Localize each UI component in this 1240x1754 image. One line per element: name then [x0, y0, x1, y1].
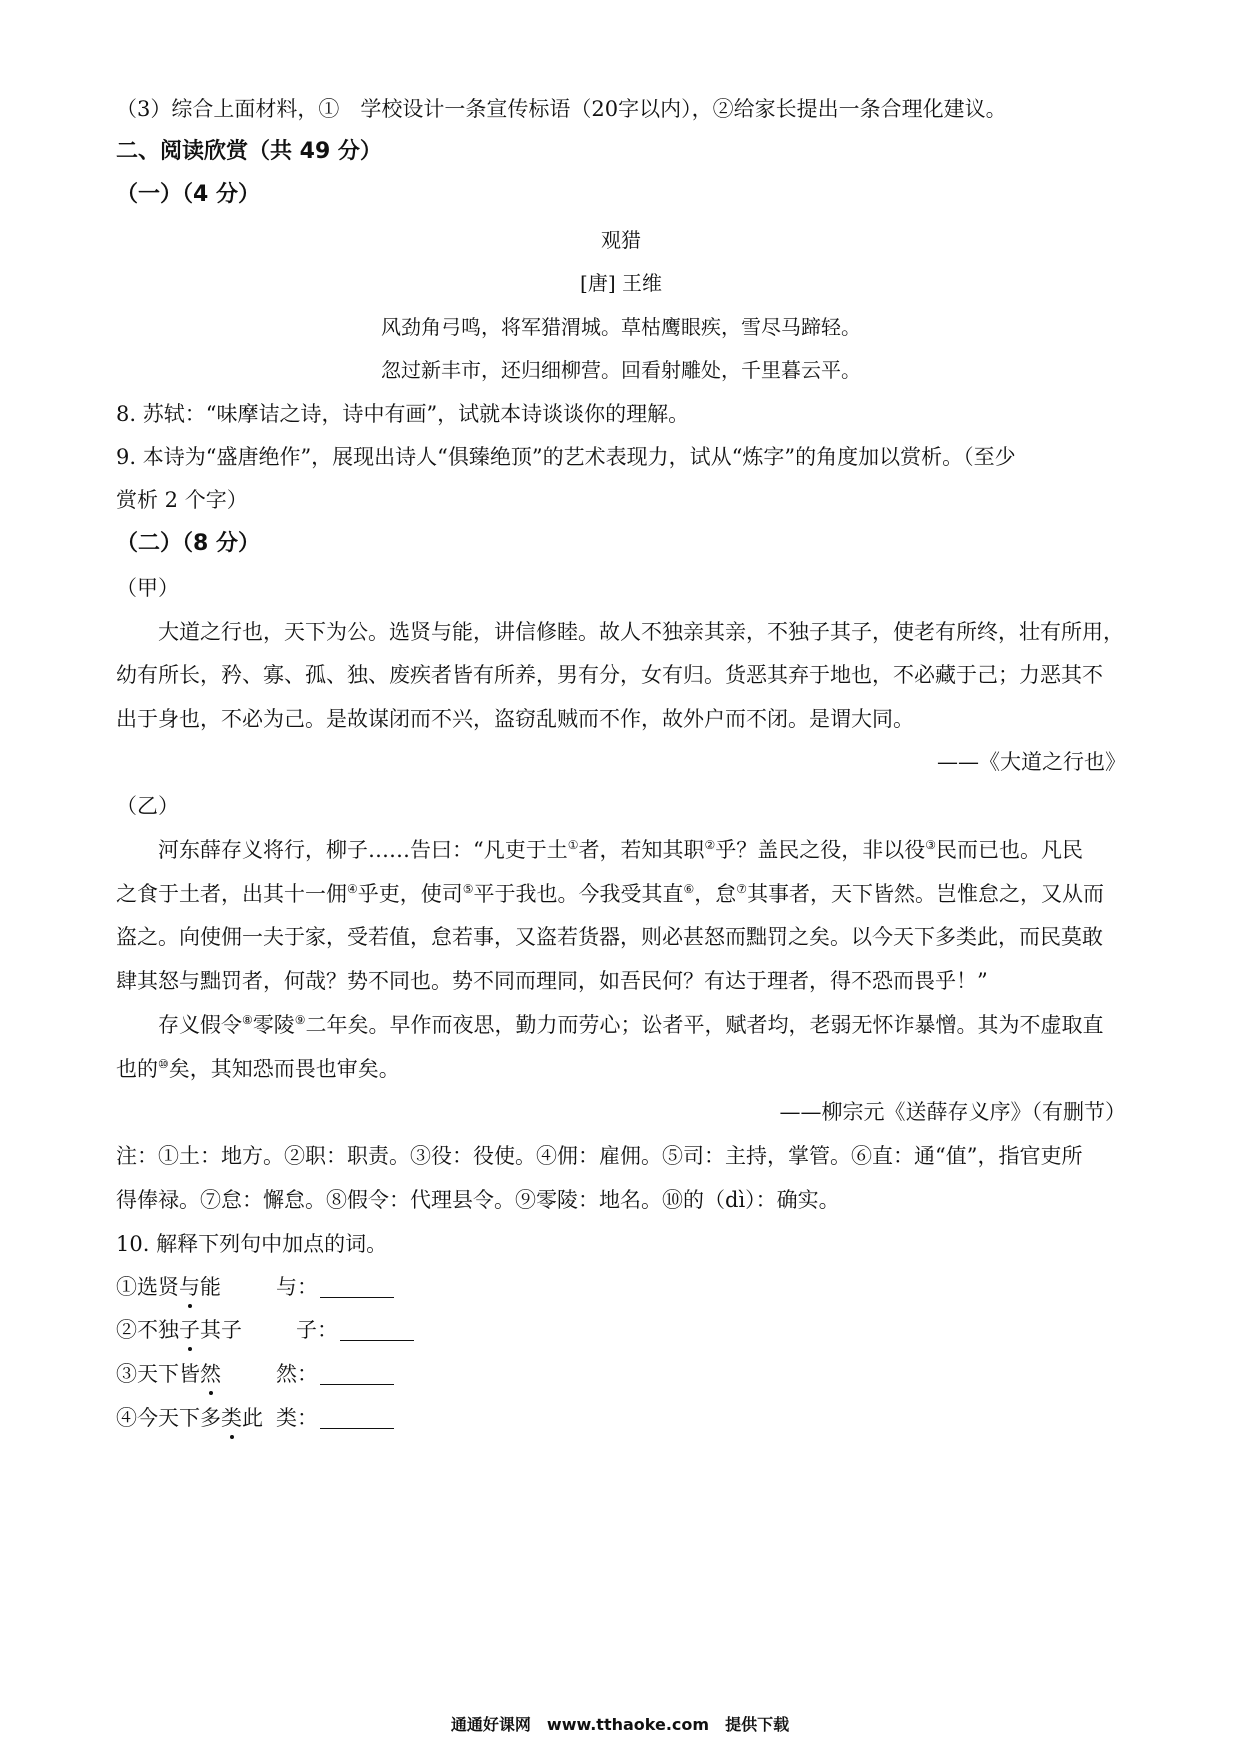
answer-blank-2[interactable] [340, 1318, 414, 1341]
answer-blank-1[interactable] [320, 1275, 394, 1298]
passage-jia-line-1: 大道之行也，天下为公。选贤与能，讲信修睦。故人不独亲其亲，不独子其子，使老有所终，壮有所用， [158, 620, 1124, 644]
answer-blank-4[interactable] [320, 1406, 394, 1429]
passage-yi-line-3: 盗之。向使佣一夫于家，受若值，怠若事，又盗若货器，则必甚怒而黜罚之矣。以今天下多类此，而民莫敢 [116, 925, 1103, 949]
footnotes-line-2: 得俸禄。⑦怠：懈怠。⑧假令：代理县令。⑨零陵：地名。⑩的（dì）：确实。 [116, 1188, 840, 1212]
passage-yi-line-4: 肆其怒与黜罚者，何哉？势不同也。势不同而理同，如吾民何？有达于理者，得不恐而畏乎！” [116, 969, 988, 993]
passage-jia-source: ——《大道之行也》 [937, 750, 1126, 774]
q10-item-3: ③天下皆然 然： [116, 1360, 1126, 1388]
question-9-line-2: 赏析 2 个字） [116, 488, 248, 512]
poem-title: 观猎 [601, 228, 641, 252]
passage-yi-line-1: 河东薛存义将行，柳子……告曰：“凡吏于土①者，若知其职②乎？盖民之役，非以役③民而已也。凡民 [158, 838, 1084, 862]
section-heading-reading: 二、阅读欣赏（共 49 分） [116, 139, 382, 164]
part-heading-2: （二）（8 分） [116, 531, 260, 556]
question-8: 8. 苏轼：“味摩诘之诗，诗中有画”，试就本诗谈谈你的理解。 [116, 402, 690, 426]
passage-yi-source: ——柳宗元《送薛存义序》（有删节） [779, 1100, 1126, 1124]
question-10: 10. 解释下列句中加点的词。 [116, 1232, 388, 1256]
answer-blank-3[interactable] [320, 1362, 394, 1385]
passage-yi-label: （乙） [116, 794, 179, 818]
question-9-line-1: 9. 本诗为“盛唐绝作”，展现出诗人“俱臻绝顶”的艺术表现力，试从“炼字”的角度加以赏析。（至少 [116, 445, 1016, 469]
passage-jia-label: （甲） [116, 576, 179, 600]
q10-item-4: ④今天下多类此 类： [116, 1404, 1126, 1432]
passage-yi-line-2: 之食于土者，出其十一佣④乎吏，使司⑤平于我也。今我受其直⑥，怠⑦其事者，天下皆然。岂惟怠之，又从而 [116, 882, 1105, 906]
passage-yi-line-5: 存义假令⑧零陵⑨二年矣。早作而夜思，勤力而劳心；讼者平，赋者均，老弱无怀诈暴憎。其为不虚取直 [158, 1013, 1104, 1037]
q10-item-1: ①选贤与能 与： [116, 1273, 1126, 1301]
q10-item-2: ②不独子其子 子： [116, 1316, 1126, 1344]
page-footer: 通通好课网 www.tthaoke.com 提供下载 [450, 1715, 790, 1734]
poem-line-2: 忽过新丰市，还归细柳营。回看射雕处，千里暮云平。 [381, 358, 861, 382]
poem-line-1: 风劲角弓鸣，将军猎渭城。草枯鹰眼疾，雪尽马蹄轻。 [381, 315, 861, 339]
passage-yi-line-6: 也的⑩矣，其知恐而畏也审矣。 [116, 1057, 400, 1081]
poem-author: [唐] 王维 [580, 271, 662, 295]
passage-jia-line-3: 出于身也，不必为己。是故谋闭而不兴，盗窃乱贼而不作，故外户而不闭。是谓大同。 [116, 707, 914, 731]
footnotes-line-1: 注：①土：地方。②职：职责。③役：役使。④佣：雇佣。⑤司：主持，掌管。⑥直：通“值”，指官吏所 [116, 1144, 1083, 1168]
part-heading-1: （一）（4 分） [116, 182, 260, 207]
question-3: （3）综合上面材料，① 学校设计一条宣传标语（20字以内），②给家长提出一条合理化建议。 [116, 97, 1007, 121]
passage-jia-line-2: 幼有所长，矜、寡、孤、独、废疾者皆有所养，男有分，女有归。货恶其弃于地也，不必藏于己；力恶其不 [116, 663, 1103, 687]
